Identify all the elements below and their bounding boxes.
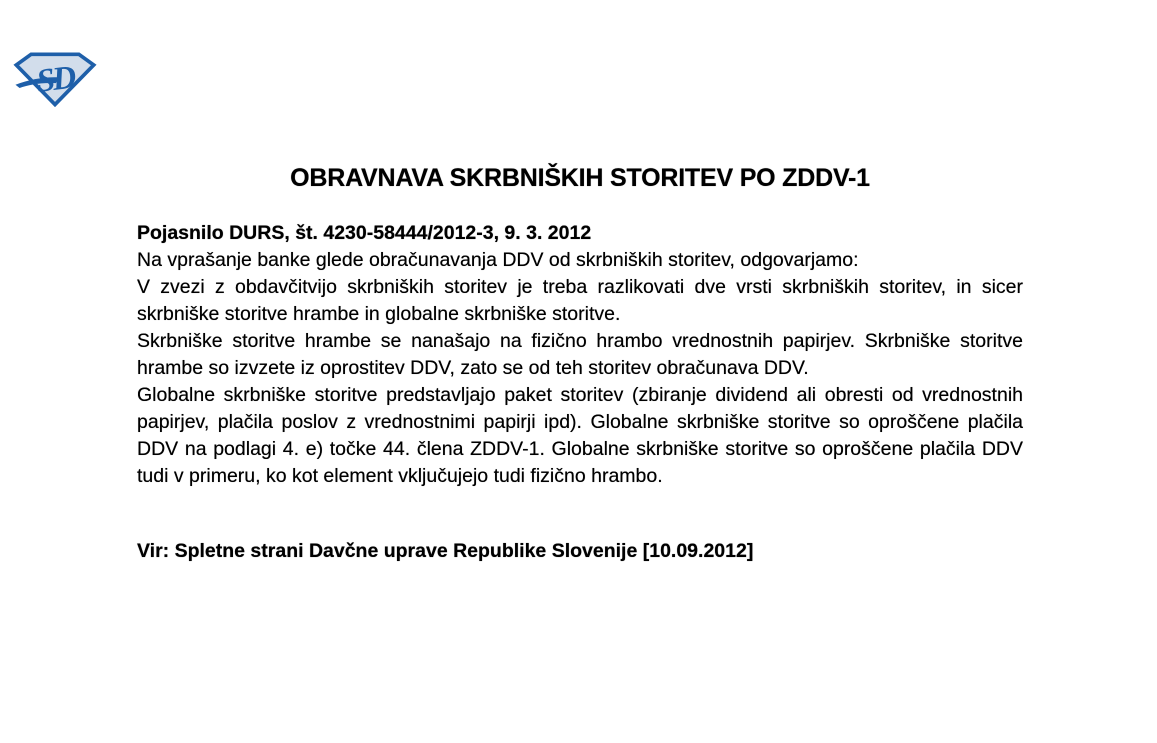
paragraph-global-custody: Globalne skrbniške storitve predstavljajo paket storitev (zbiranje dividend ali obresti od vrednostnih papirjev, plačila poslov z vrednostnimi papirji ipd). Globalne skrbniške storitve so oproščene plačila DDV na podlagi 4. e) točke 44. člena ZDDV-1. Globalne skrbniške storitve so oproščene plačila DDV tudi v primeru, ko kot element vključujejo tudi fizično hrambo. [137,384,1023,487]
paragraph-custody-storage: Skrbniške storitve hrambe se nanašajo na fizično hrambo vrednostnih papirjev. Skrbniške storitve hrambe so izvzete iz oprostitev DDV, zato se od teh storitev obračunava DDV. [137,330,1023,379]
document-title: OBRAVNAVA SKRBNIŠKIH STORITEV PO ZDDV-1 [290,164,870,192]
paragraph-two-types: V zvezi z obdavčitvijo skrbniških storitev je treba razlikovati dve vrsti skrbniških storitev, in sicer skrbniške storitve hrambe in globalne skrbniške storitve. [137,276,1023,325]
document-content [137,165,1023,565]
paragraph-intro: Na vprašanje banke glede obračunavanja DDV od skrbniških storitev, odgovarjamo: [137,249,859,271]
sd-logo-letters: SD [34,59,76,100]
source-line: Vir: Spletne strani Davčne uprave Republike Slovenije [10.09.2012] [137,540,754,562]
sd-logo [13,51,97,107]
document-reference: Pojasnilo DURS, št. 4230-58444/2012-3, 9. 3. 2012 [137,222,592,244]
